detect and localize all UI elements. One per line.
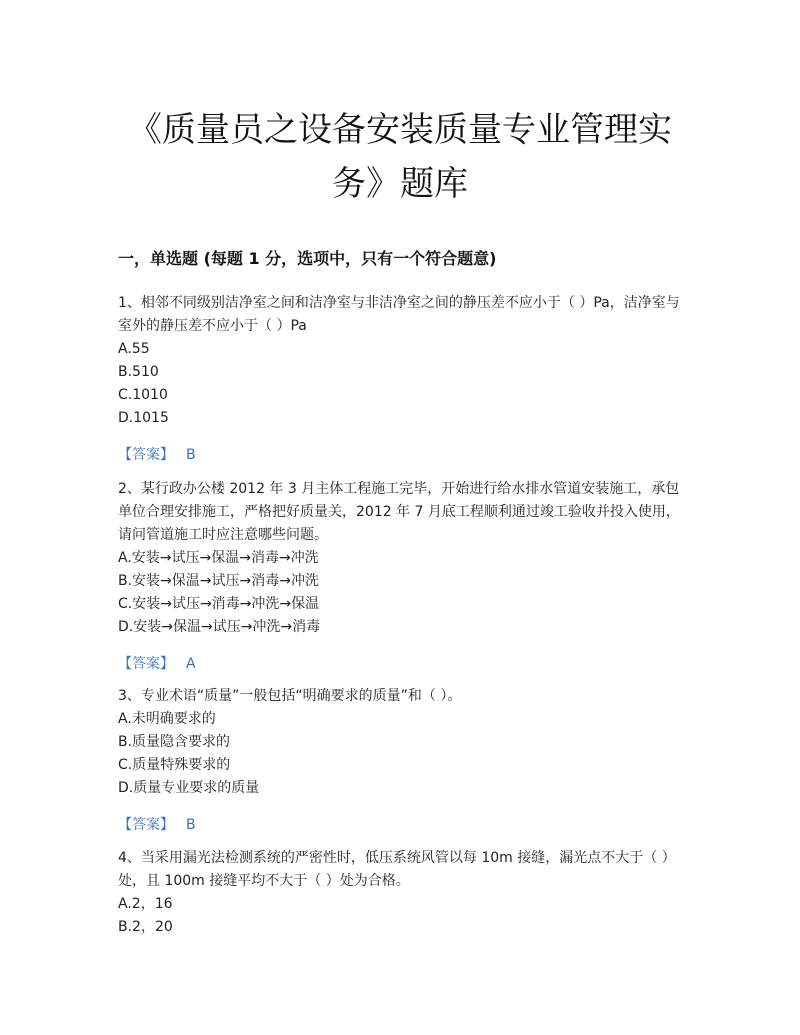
answer-line bbox=[118, 814, 688, 837]
option-a: A.2，16 bbox=[118, 896, 173, 912]
option-b: B.安装→保温→试压→消毒→冲洗 bbox=[118, 573, 319, 589]
section-heading: 一，单选题 (每题 1 分，选项中，只有一个符合题意) bbox=[118, 249, 497, 268]
answer-label: 【答案】 bbox=[118, 447, 174, 463]
question-4 bbox=[118, 847, 688, 939]
answer-label: 【答案】 bbox=[118, 817, 174, 833]
question-text: 1、相邻不同级别洁净室之间和洁净室与非洁净室之间的静压差不应小于（ ）Pa，洁净室与室外的静压差不应小于（ ）Pa bbox=[118, 295, 680, 334]
question-text: 4、当采用漏光法检测系统的严密性时，低压系统风管以每 10m 接缝，漏光点不大于（ ）处，且 100m 接缝平均不大于（ ）处为合格。 bbox=[118, 850, 676, 889]
question-text: 3、专业术语“质量”一般包括“明确要求的质量”和（ ）。 bbox=[118, 688, 462, 704]
option-b: B.510 bbox=[118, 364, 159, 380]
option-d: D.质量专业要求的质量 bbox=[118, 780, 260, 796]
option-a: A.未明确要求的 bbox=[118, 711, 216, 727]
answer-value: A bbox=[186, 656, 196, 672]
answer-value: B bbox=[186, 817, 196, 833]
option-a: A.55 bbox=[118, 341, 150, 357]
option-b: B.质量隐含要求的 bbox=[118, 734, 231, 750]
answer-line bbox=[118, 653, 688, 676]
option-d: D.1015 bbox=[118, 410, 169, 426]
option-b: B.2，20 bbox=[118, 919, 173, 935]
option-c: C.1010 bbox=[118, 387, 168, 403]
document-title bbox=[100, 103, 700, 211]
question-1 bbox=[118, 292, 688, 467]
title-line-2: 务》题库 bbox=[332, 164, 468, 204]
question-text: 2、某行政办公楼 2012 年 3 月主体工程施工完毕，开始进行给水排水管道安装施工，承包单位合理安排施工，严格把好质量关，2012 年 7 月底工程顺利通过竣工验收并投入使用，请问管道施工时应注意哪些问题。 bbox=[118, 481, 680, 543]
answer-value: B bbox=[186, 447, 196, 463]
answer-line bbox=[118, 444, 688, 467]
option-c: C.安装→试压→消毒→冲洗→保温 bbox=[118, 596, 320, 612]
question-2 bbox=[118, 478, 688, 676]
option-d: D.安装→保温→试压→冲洗→消毒 bbox=[118, 619, 321, 635]
option-a: A.安装→试压→保温→消毒→冲洗 bbox=[118, 550, 319, 566]
question-3 bbox=[118, 685, 688, 837]
option-c: C.质量特殊要求的 bbox=[118, 757, 231, 773]
answer-label: 【答案】 bbox=[118, 656, 174, 672]
title-line-1: 《质量员之设备安装质量专业管理实 bbox=[128, 110, 672, 150]
